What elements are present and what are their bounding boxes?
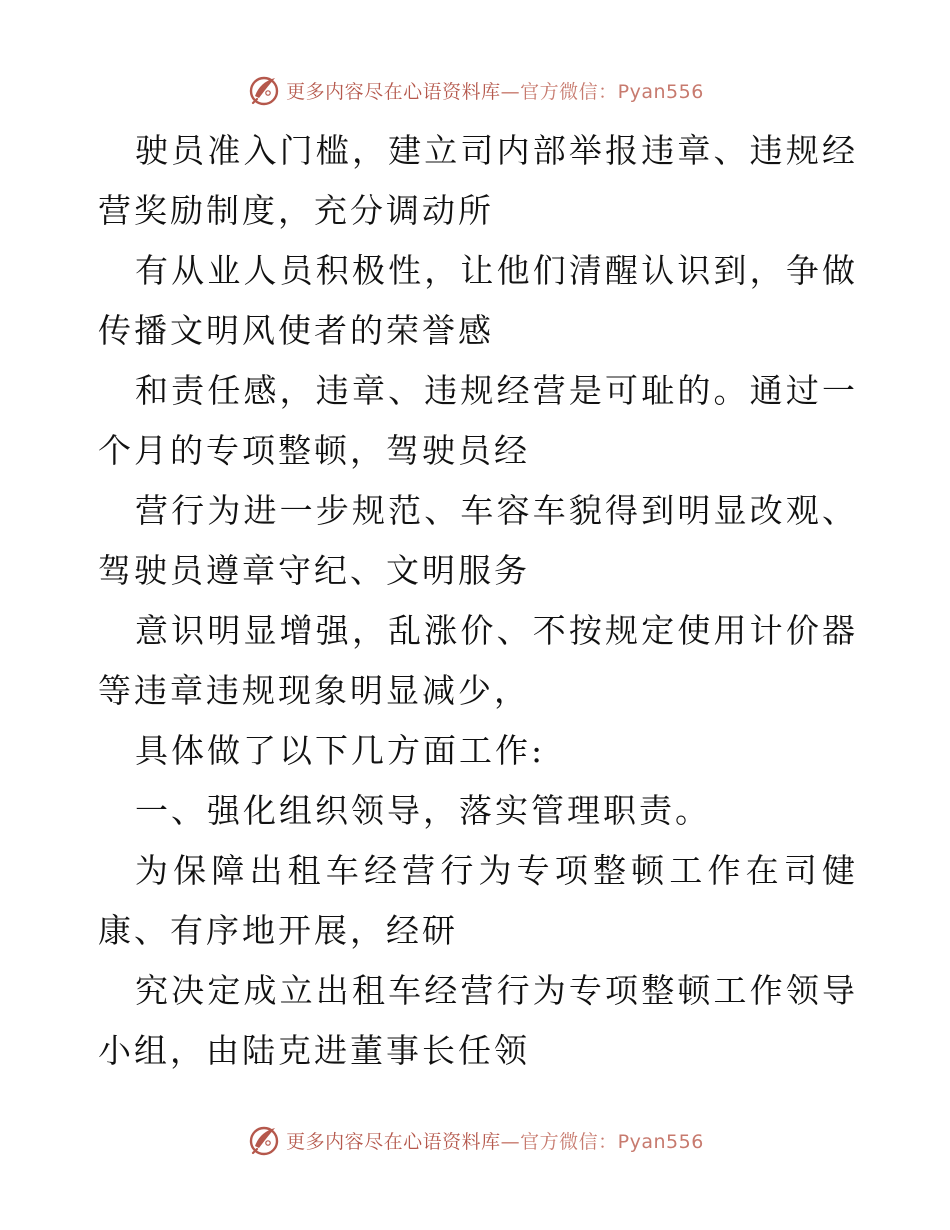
header-watermark: [0, 68, 950, 112]
watermark-text: [286, 1127, 704, 1154]
stylized-pen-logo-icon: [246, 72, 282, 108]
paragraph-6: 具体做了以下几方面工作:: [135, 731, 546, 770]
watermark-site-text: 更多内容尽在心语资料库: [286, 80, 501, 103]
paragraph-1: 驶员准入门槛，建立司内部举报违章、违规经营奖励制度，充分调动所: [98, 131, 858, 230]
paragraph-2: 有从业人员积极性，让他们清醒认识到，争做传播文明风使者的荣誉感: [98, 251, 858, 350]
watermark-wechat-text: 官方微信：Pyan556: [520, 1130, 704, 1153]
watermark-dash: —: [500, 1130, 521, 1153]
document-body: [98, 121, 858, 1081]
paragraph-8: 为保障出租车经营行为专项整顿工作在司健康、有序地开展，经研: [98, 851, 858, 950]
watermark-dash: —: [500, 80, 521, 103]
footer-watermark: [0, 1118, 950, 1162]
paragraph-5: 意识明显增强，乱涨价、不按规定使用计价器等违章违规现象明显减少，: [98, 611, 858, 710]
paragraph-9: 究决定成立出租车经营行为专项整顿工作领导小组，由陆克进董事长任领: [98, 971, 858, 1070]
paragraph-3: 和责任感，违章、违规经营是可耻的。通过一个月的专项整顿，驾驶员经: [98, 371, 858, 470]
section-heading: 一、强化组织领导，落实管理职责。: [135, 791, 711, 830]
paragraph-4: 营行为进一步规范、车容车貌得到明显改观、驾驶员遵章守纪、文明服务: [98, 491, 858, 590]
watermark-text: [286, 77, 704, 104]
stylized-pen-logo-icon: [246, 1122, 282, 1158]
watermark-wechat-text: 官方微信：Pyan556: [520, 80, 704, 103]
watermark-site-text: 更多内容尽在心语资料库: [286, 1130, 501, 1153]
